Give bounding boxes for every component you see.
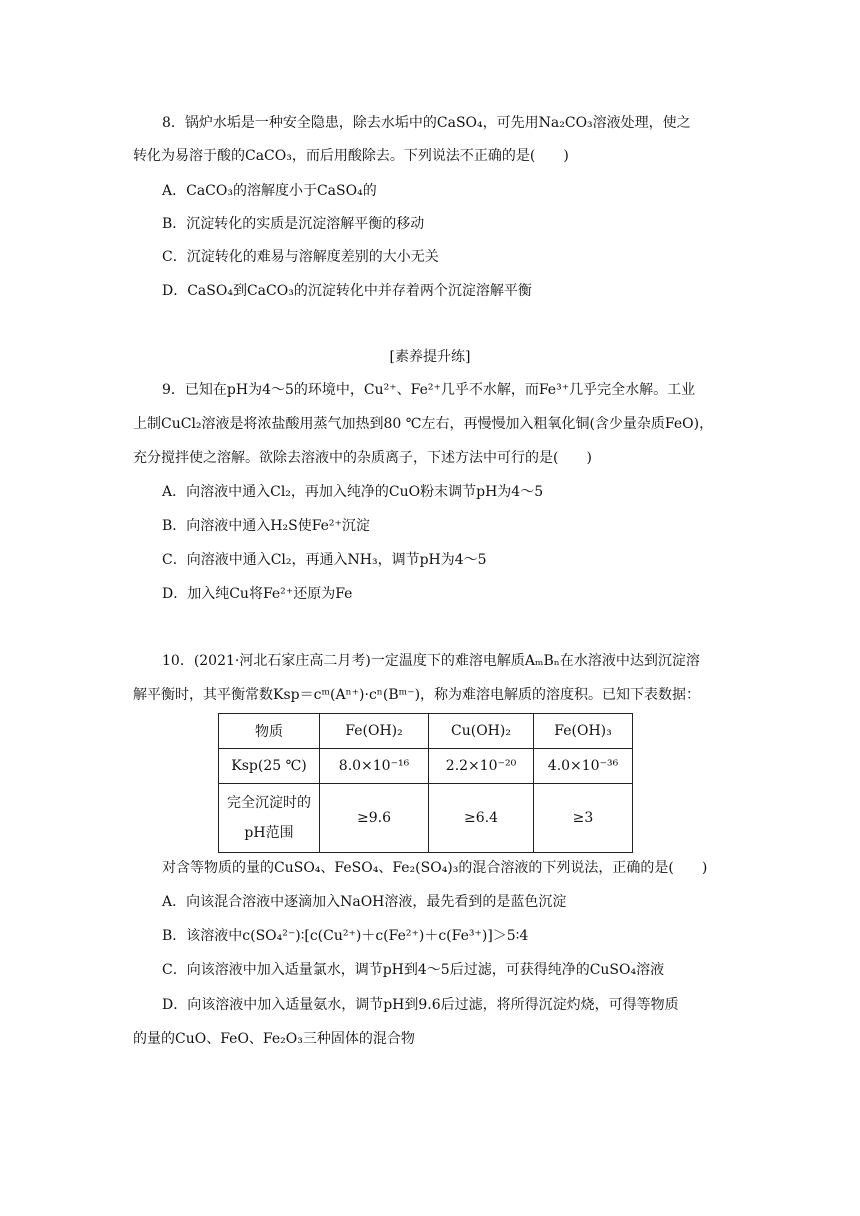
row-label-line1: 完全沉淀时的 bbox=[227, 795, 311, 811]
q9-option-a: A．向溶液中通入Cl₂，再加入纯净的CuO粉末调节pH为4～5 bbox=[162, 484, 544, 500]
q8-stem-line1: 8．锅炉水垢是一种安全隐患，除去水垢中的CaSO₄，可先用Na₂CO₃溶液处理，使之 bbox=[162, 115, 691, 131]
table-header-row bbox=[219, 714, 633, 749]
section-title: [素养提升练] bbox=[389, 349, 471, 365]
ksp-table bbox=[218, 713, 633, 853]
q10-option-c: C．向该溶液中加入适量氯水，调节pH到4～5后过滤，可获得纯净的CuSO₄溶液 bbox=[162, 962, 665, 978]
q8-option-c: C．沉淀转化的难易与溶解度差别的大小无关 bbox=[162, 249, 439, 265]
q10-option-b: B．该溶液中c(SO₄²⁻)∶[c(Cu²⁺)＋c(Fe²⁺)＋c(Fe³⁺)]＞5∶4 bbox=[162, 928, 529, 944]
table-cell: Ksp(25 ℃) bbox=[219, 749, 320, 784]
q8-stem-line2: 转化为易溶于酸的CaCO₃，而后用酸除去。下列说法不正确的是( ) bbox=[133, 148, 569, 164]
table-cell: Fe(OH)₃ bbox=[534, 714, 633, 749]
q9-option-d: D．加入纯Cu将Fe²⁺还原为Fe bbox=[162, 586, 353, 602]
q9-option-c: C．向溶液中通入Cl₂，再通入NH₃，调节pH为4～5 bbox=[162, 552, 487, 568]
q10-stem-line1: 10．(2021·河北石家庄高二月考)一定温度下的难溶电解质AₘBₙ在水溶液中达到沉淀溶 bbox=[162, 653, 700, 669]
table-cell: ≥3 bbox=[534, 784, 633, 853]
table-cell: ≥9.6 bbox=[320, 784, 429, 853]
q8-option-d: D．CaSO₄到CaCO₃的沉淀转化中并存着两个沉淀溶解平衡 bbox=[162, 283, 532, 299]
q9-stem-line1: 9．已知在pH为4～5的环境中，Cu²⁺、Fe²⁺几乎不水解，而Fe³⁺几乎完全水解。工业 bbox=[162, 382, 696, 398]
q10-stem-line3: 对含等物质的量的CuSO₄、FeSO₄、Fe₂(SO₄)₃的混合溶液的下列说法，正确的是( ) bbox=[162, 860, 708, 876]
q10-option-d-line2: 的量的CuO、FeO、Fe₂O₃三种固体的混合物 bbox=[133, 1031, 415, 1047]
q10-option-d-line1: D．向该溶液中加入适量氨水，调节pH到9.6后过滤，将所得沉淀灼烧，可得等物质 bbox=[162, 997, 679, 1013]
table-cell: ≥6.4 bbox=[429, 784, 534, 853]
table-cell: 4.0×10⁻³⁶ bbox=[534, 749, 633, 784]
q9-stem-line3: 充分搅拌使之溶解。欲除去溶液中的杂质离子，下述方法中可行的是( ) bbox=[133, 450, 592, 466]
table-cell: 物质 bbox=[219, 714, 320, 749]
table-cell: 8.0×10⁻¹⁶ bbox=[320, 749, 429, 784]
q9-option-b: B．向溶液中通入H₂S使Fe²⁺沉淀 bbox=[162, 518, 370, 534]
q10-stem-line2: 解平衡时，其平衡常数Ksp＝cᵐ(Aⁿ⁺)·cⁿ(Bᵐ⁻)，称为难溶电解质的溶度积。已知下表数据： bbox=[133, 687, 701, 703]
table-cell: 2.2×10⁻²⁰ bbox=[429, 749, 534, 784]
table-row bbox=[219, 749, 633, 784]
q8-option-b: B．沉淀转化的实质是沉淀溶解平衡的移动 bbox=[162, 216, 425, 232]
row-label-line2: pH范围 bbox=[244, 825, 294, 841]
q8-option-a: A．CaCO₃的溶解度小于CaSO₄的 bbox=[162, 183, 377, 199]
q10-option-a: A．向该混合溶液中逐滴加入NaOH溶液，最先看到的是蓝色沉淀 bbox=[162, 894, 567, 910]
q9-stem-line2: 上制CuCl₂溶液是将浓盐酸用蒸气加热到80 ℃左右，再慢慢加入粗氧化铜(含少量杂质FeO)， bbox=[133, 416, 714, 432]
table-cell: Cu(OH)₂ bbox=[429, 714, 534, 749]
table-cell-label bbox=[219, 784, 320, 853]
table-row bbox=[219, 784, 633, 853]
table-cell: Fe(OH)₂ bbox=[320, 714, 429, 749]
